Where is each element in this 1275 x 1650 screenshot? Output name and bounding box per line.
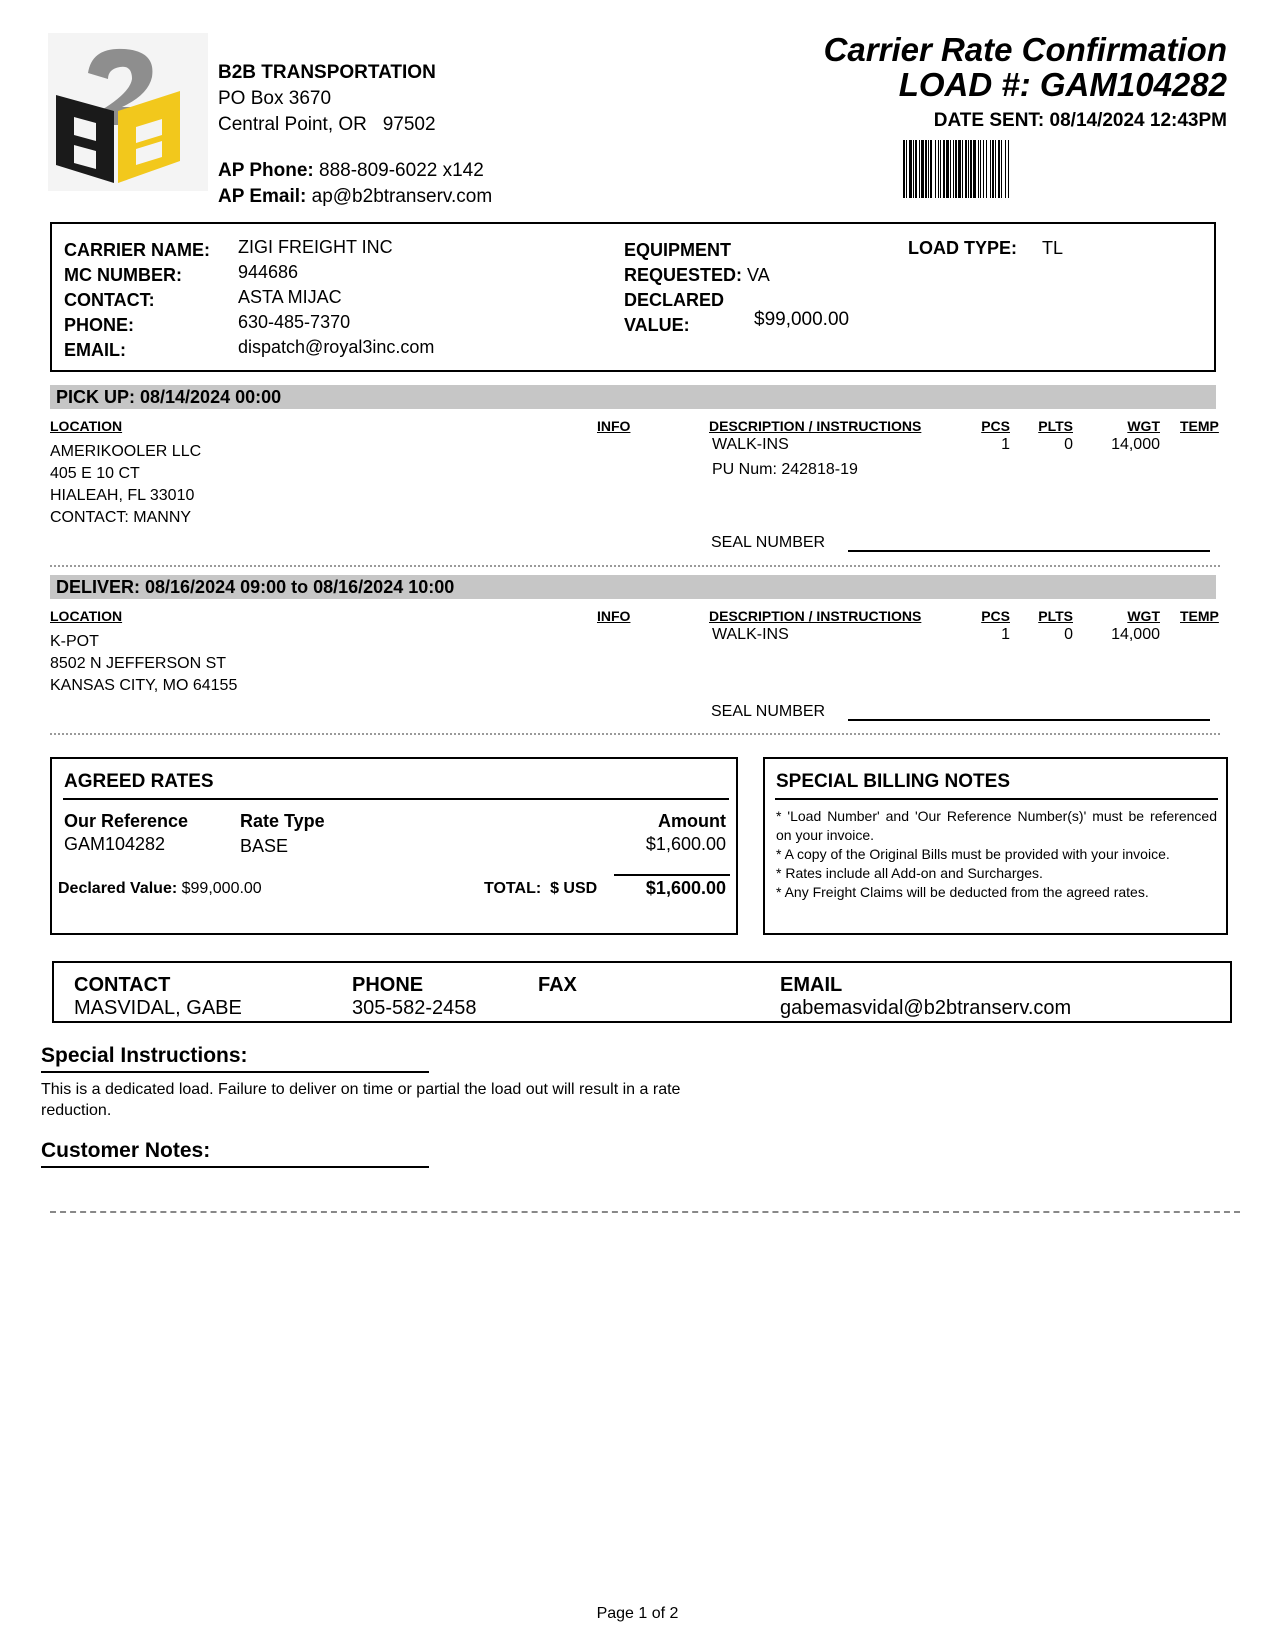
deliver-info-header: INFO: [597, 608, 631, 624]
divider: [50, 733, 1220, 735]
deliver-location-header: LOCATION: [50, 608, 123, 624]
carrier-name: ZIGI FREIGHT INC: [238, 237, 393, 257]
pickup-location: [50, 441, 201, 529]
declared-value: $99,000.00: [754, 309, 850, 330]
carrier-info-box: [50, 222, 1216, 372]
deliver-description: WALK-INS: [712, 626, 789, 643]
company-address-1: PO Box 3670: [218, 88, 332, 109]
requested-label: REQUESTED:: [624, 265, 743, 285]
pickup-pcs: 1: [1001, 436, 1010, 453]
divider: [50, 565, 1220, 567]
pickup-plts-header: PLTS: [1038, 418, 1073, 434]
carrier-name-label: CARRIER NAME:: [64, 240, 210, 260]
pickup-location-header: LOCATION: [50, 418, 123, 434]
barcode-bar: [925, 140, 927, 198]
divider: [41, 1166, 429, 1168]
pickup-wgt: 14,000: [1111, 436, 1160, 453]
pickup-temp-header: TEMP: [1180, 418, 1219, 434]
deliver-plts: 0: [1064, 626, 1073, 643]
pickup-plts: 0: [1064, 436, 1073, 453]
fax-header: FAX: [538, 974, 577, 996]
title-text: Carrier Rate Confirmation: [823, 31, 1227, 68]
pickup-desc-header: DESCRIPTION / INSTRUCTIONS: [709, 418, 922, 434]
company-name: B2B TRANSPORTATION: [218, 62, 436, 83]
deliver-pcs: 1: [1001, 626, 1010, 643]
carrier-email: dispatch@royal3inc.com: [238, 337, 435, 357]
ap-email: ap@b2btranserv.com: [311, 186, 493, 207]
deliver-seal-line[interactable]: [848, 719, 1210, 721]
deliver-seal-label: SEAL NUMBER: [711, 703, 826, 720]
divider: [63, 798, 729, 800]
ref-header: Our Reference: [64, 811, 189, 831]
customer-notes-title: Customer Notes:: [41, 1139, 211, 1162]
deliver-location-line: KANSAS CITY, MO 64155: [50, 677, 238, 694]
divider: [41, 1071, 429, 1073]
barcode-bar: [968, 140, 969, 198]
value-label: VALUE:: [624, 315, 690, 335]
rate-amount: $1,600.00: [645, 834, 726, 854]
deliver-band: DELIVER: 08/16/2024 09:00 to 08/16/2024 10:00: [50, 575, 1216, 599]
barcode-bar: [965, 140, 967, 198]
email-header: EMAIL: [780, 974, 843, 996]
pickup-location-line: HIALEAH, FL 33010: [50, 487, 195, 504]
rates-total: $1,600.00: [645, 878, 726, 898]
barcode-bar: [1005, 140, 1006, 198]
load-number: LOAD #: GAM104282: [898, 66, 1227, 103]
billing-note: * 'Load Number' and 'Our Reference Number(s)' must be referenced on your invoice.: [776, 808, 1217, 843]
rate-type: BASE: [240, 836, 289, 856]
our-reference: GAM104282: [64, 834, 166, 854]
deliver-location-line: 8502 N JEFFERSON ST: [50, 655, 227, 672]
company-logo: [48, 33, 208, 191]
ap-email-label: AP Email:: [218, 186, 307, 207]
load-type-label: LOAD TYPE:: [908, 238, 1018, 258]
ap-phone-label: AP Phone:: [218, 160, 314, 181]
billing-note: * Any Freight Claims will be deducted from the agreed rates.: [776, 884, 1149, 900]
declared-label: DECLARED: [624, 290, 725, 310]
company-info: [218, 60, 492, 210]
deliver-wgt-header: WGT: [1127, 608, 1160, 624]
barcode-bar: [980, 140, 981, 198]
declared-value-label: Declared Value:: [58, 880, 178, 897]
pickup-wgt-header: WGT: [1127, 418, 1160, 434]
billing-notes-box: [763, 757, 1228, 935]
barcode-bar: [943, 140, 945, 198]
barcode-bar: [970, 140, 972, 198]
pickup-location-line: 405 E 10 CT: [50, 465, 140, 482]
rates-declared-value: $99,000.00: [181, 880, 262, 897]
pickup-description: WALK-INS: [712, 436, 789, 453]
phone-header: PHONE: [352, 974, 424, 996]
agreed-rates-box: [50, 757, 738, 935]
contact-phone: 305-582-2458: [352, 997, 477, 1019]
deliver-plts-header: PLTS: [1038, 608, 1073, 624]
deliver-desc-header: DESCRIPTION / INSTRUCTIONS: [709, 608, 922, 624]
deliver-location: [50, 631, 237, 697]
page-number: Page 1 of 2: [596, 1605, 679, 1622]
deliver-wgt: 14,000: [1111, 626, 1160, 643]
barcode-bar: [919, 140, 920, 198]
barcode-bar: [1001, 140, 1002, 198]
deliver-temp-header: TEMP: [1180, 608, 1219, 624]
divider: [614, 874, 730, 876]
total-label: TOTAL: $ USD: [484, 880, 598, 897]
contact-box: [52, 961, 1232, 1023]
barcode-bar: [973, 140, 976, 198]
deliver-location-line: K-POT: [50, 633, 99, 650]
barcode: [903, 140, 1083, 203]
barcode-bar: [913, 140, 914, 198]
document-title: [824, 32, 1227, 102]
billing-note: * Rates include all Add-on and Surcharges.: [776, 865, 1043, 881]
billing-note: * A copy of the Original Bills must be provided with your invoice.: [776, 846, 1170, 862]
contact-email: gabemasvidal@b2btranserv.com: [780, 997, 1072, 1019]
barcode-bar: [928, 140, 929, 198]
divider: [775, 798, 1218, 800]
barcode-bar: [953, 140, 954, 198]
pickup-location-line: CONTACT: MANNY: [50, 509, 192, 526]
barcode-bar: [940, 140, 941, 198]
contact-name: MASVIDAL, GABE: [74, 997, 242, 1019]
barcode-bar: [950, 140, 951, 198]
email-label: EMAIL:: [64, 340, 126, 360]
pickup-seal-line[interactable]: [848, 550, 1210, 552]
pickup-pu-number: PU Num: 242818-19: [712, 461, 858, 478]
barcode-bar: [909, 140, 912, 198]
carrier-contact: ASTA MIJAC: [238, 287, 342, 307]
equipment-value: VA: [747, 265, 770, 285]
contact-header: CONTACT: [74, 974, 171, 996]
contact-label: CONTACT:: [64, 290, 155, 310]
dashed-divider: [50, 1211, 1240, 1213]
billing-notes-title: SPECIAL BILLING NOTES: [776, 771, 1011, 792]
barcode-bar: [921, 140, 924, 198]
mc-number-label: MC NUMBER:: [64, 265, 182, 285]
agreed-rates-title: AGREED RATES: [64, 771, 214, 792]
barcode-bar: [938, 140, 939, 198]
mc-number: 944686: [238, 262, 299, 282]
barcode-bar: [935, 140, 936, 198]
amount-header: Amount: [658, 811, 726, 831]
pickup-pcs-header: PCS: [981, 418, 1010, 434]
barcode-bar: [903, 140, 905, 198]
barcode-bar: [906, 140, 907, 198]
company-address-2: Central Point, OR 97502: [218, 114, 436, 135]
pickup-seal-label: SEAL NUMBER: [711, 534, 826, 551]
barcode-bar: [958, 140, 961, 198]
pickup-location-line: AMERIKOOLER LLC: [50, 443, 202, 460]
pickup-band: PICK UP: 08/14/2024 00:00: [50, 385, 1216, 409]
barcode-bar: [995, 140, 996, 198]
carrier-phone: 630-485-7370: [238, 312, 351, 332]
special-instructions-text: This is a dedicated load. Failure to deliver on time or partial the load out will result in a rate reduction.: [41, 1081, 681, 1119]
barcode-bar: [978, 140, 979, 198]
barcode-bar: [962, 140, 963, 198]
barcode-bar: [946, 140, 949, 198]
special-instructions-title: Special Instructions:: [41, 1044, 248, 1067]
barcode-bar: [992, 140, 994, 198]
barcode-bar: [990, 140, 991, 198]
barcode-bar: [930, 140, 932, 198]
pickup-info-header: INFO: [597, 418, 631, 434]
ap-phone: 888-809-6022 x142: [319, 160, 484, 181]
barcode-bar: [998, 140, 1000, 198]
barcode-bar: [1008, 140, 1009, 198]
barcode-bar: [915, 140, 917, 198]
deliver-pcs-header: PCS: [981, 608, 1010, 624]
barcode-bar: [983, 140, 984, 198]
load-type: TL: [1042, 238, 1064, 258]
barcode-bar: [986, 140, 987, 198]
phone-label: PHONE:: [64, 315, 135, 335]
rate-type-header: Rate Type: [240, 811, 325, 831]
equipment-label: EQUIPMENT: [624, 240, 732, 260]
date-sent: DATE SENT: 08/14/2024 12:43PM: [933, 110, 1227, 131]
barcode-bar: [955, 140, 957, 198]
